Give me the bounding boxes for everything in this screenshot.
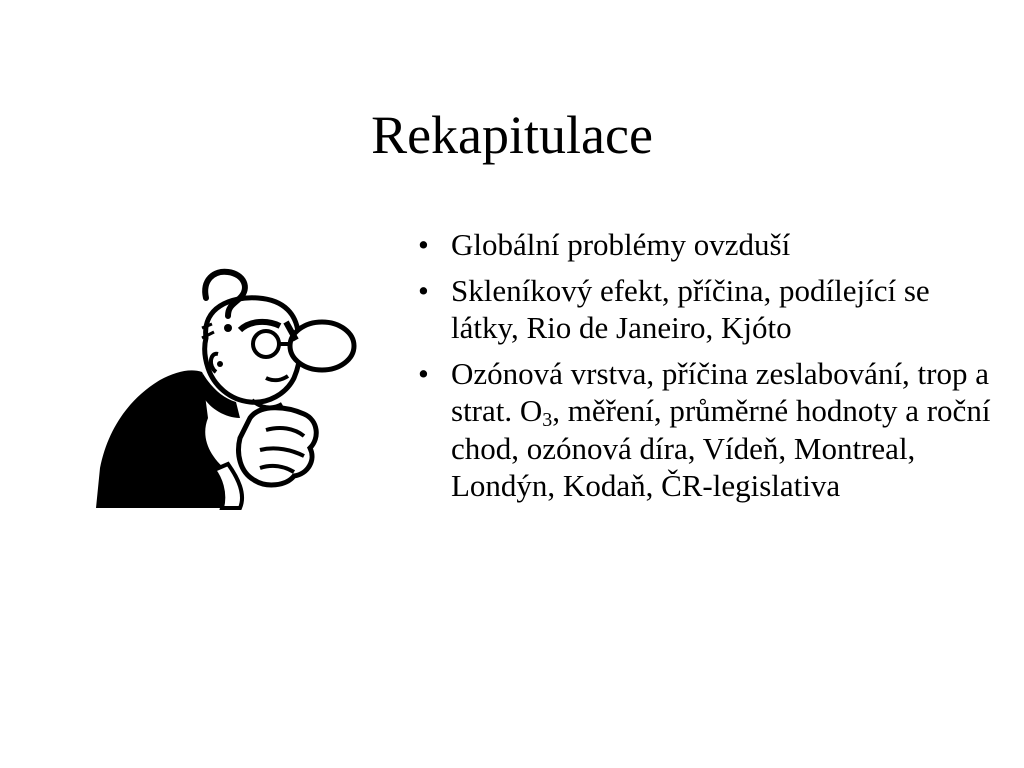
list-item [410, 355, 1000, 505]
thinking-man-icon [90, 268, 368, 513]
bullet-text [451, 356, 990, 504]
bullet-mark: • [418, 272, 429, 308]
slide-title: Rekapitulace [371, 105, 653, 165]
bullet-text-part: Ozónová vrstva, příčina zeslabování, trop a strat. O [451, 355, 990, 428]
bullet-text: Globální problémy ovzduší [451, 227, 791, 262]
bullet-list [410, 226, 1000, 513]
subscript: 3 [542, 409, 553, 431]
bullet-mark: • [418, 227, 429, 262]
bullet-mark: • [418, 355, 429, 391]
list-item [410, 272, 1000, 347]
bullet-text-part: , měření, průměrné hodnoty a roční chod, ozónová díra, Vídeň, Montreal, Londýn, Kodaň, ČR-legislativa [451, 393, 991, 503]
bullet-text: Skleníkový efekt, příčina, podílející se látky, Rio de Janeiro, Kjóto [451, 272, 930, 345]
list-item [410, 226, 1000, 264]
